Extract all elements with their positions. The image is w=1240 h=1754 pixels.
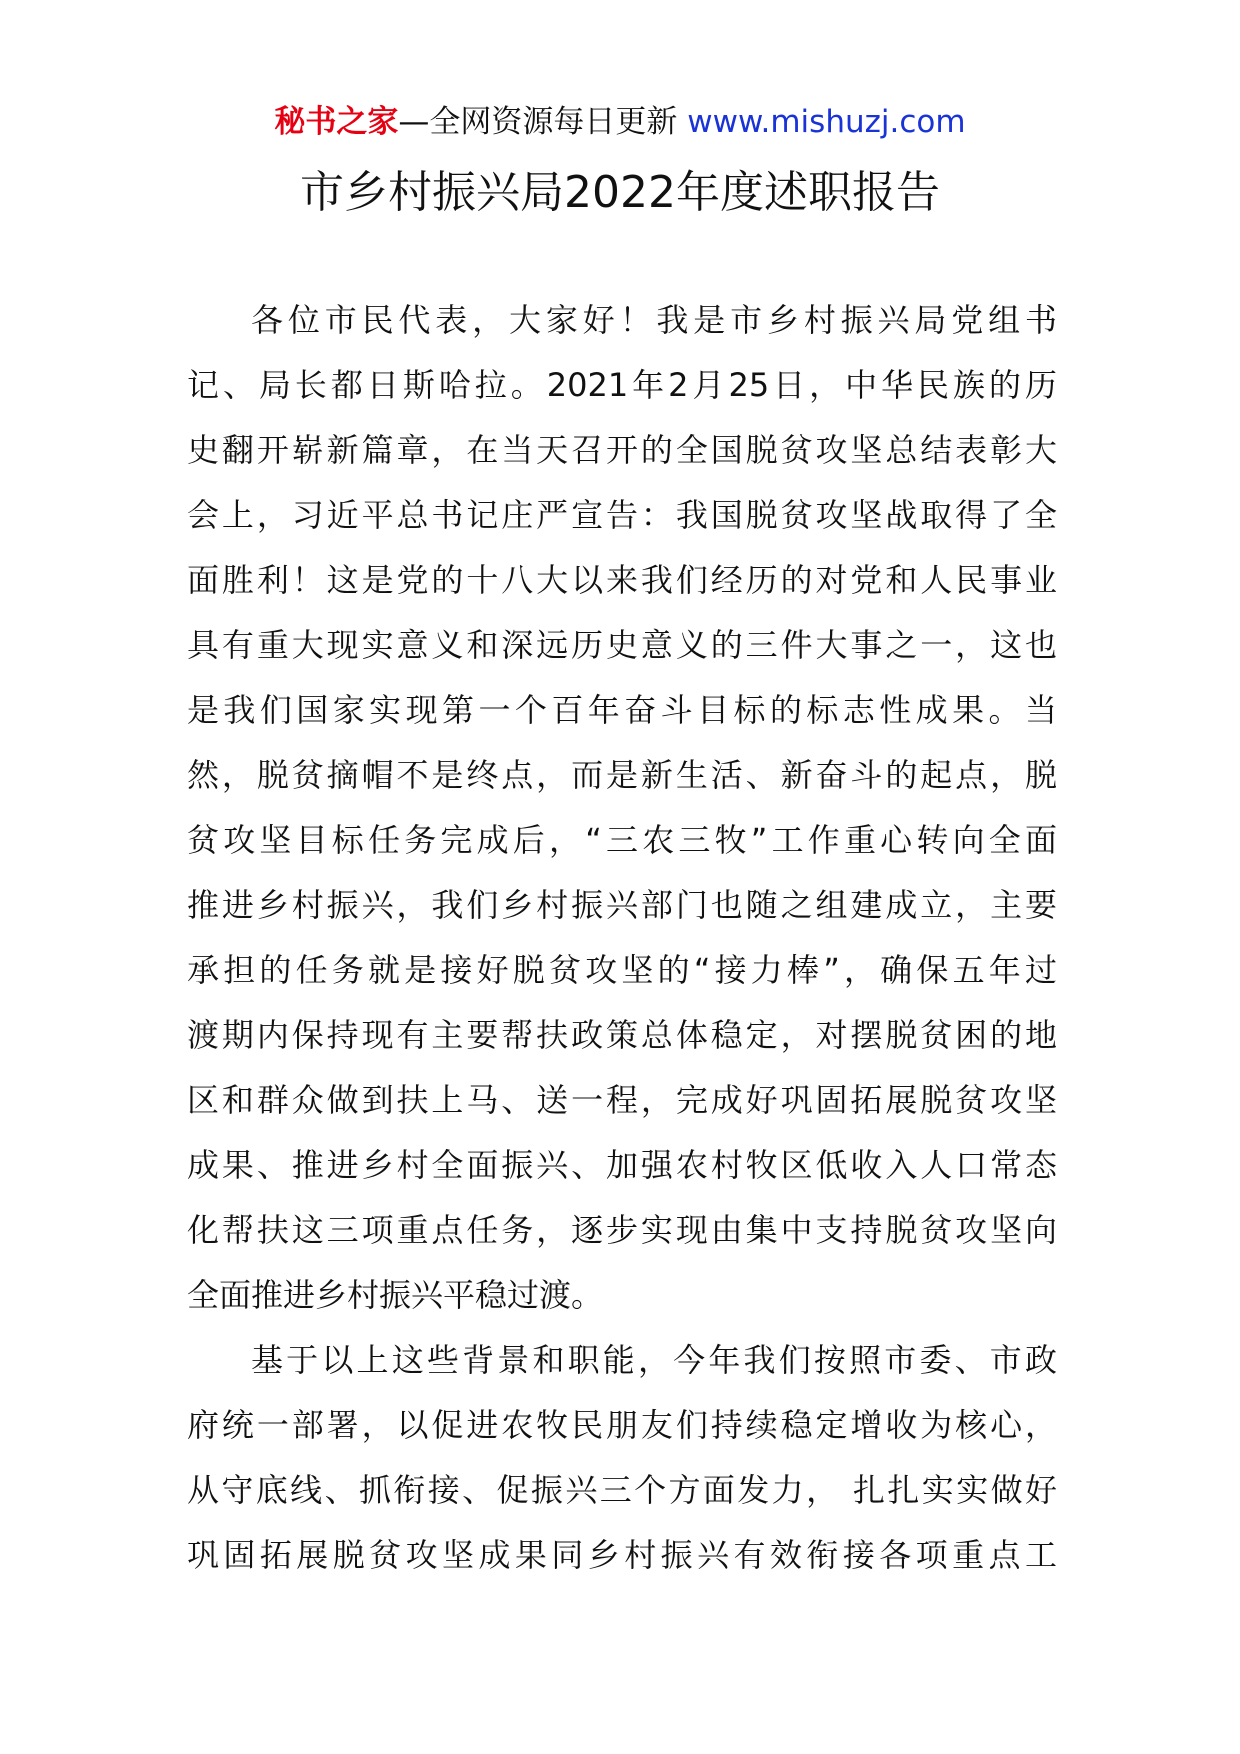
header-slogan: —全网资源每日更新 [398,104,688,140]
paragraph-1 [187,288,1057,1328]
text-line: 记、局长都日斯哈拉。2021年2月25日，中华民族的历 [187,366,1057,404]
text-line: 基于以上这些背景和职能，今年我们按照市委、市政 [251,1341,1057,1379]
text-line: 面胜利！这是党的十八大以来我们经历的对党和人民事业 [187,561,1057,599]
text-line: 具有重大现实意义和深远历史意义的三件大事之一，这也 [187,626,1057,664]
brand-name: 秘书之家 [274,104,399,140]
text-line: 从守底线、抓衔接、促振兴三个方面发力， 扎扎实实做好 [187,1471,1057,1509]
document-title: 市乡村振兴局2022年度述职报告 [300,167,940,218]
document-body [187,288,1057,1588]
paragraph-2 [187,1328,1057,1588]
text-line: 成果、推进乡村全面振兴、加强农村牧区低收入人口常态 [187,1146,1057,1184]
text-line: 区和群众做到扶上马、送一程，完成好巩固拓展脱贫攻坚 [187,1081,1057,1119]
text-line: 承担的任务就是接好脱贫攻坚的“接力棒”，确保五年过 [187,951,1057,989]
text-line: 史翻开崭新篇章，在当天召开的全国脱贫攻坚总结表彰大 [187,431,1057,469]
text-line: 化帮扶这三项重点任务，逐步实现由集中支持脱贫攻坚向 [187,1211,1057,1249]
text-line: 府统一部署，以促进农牧民朋友们持续稳定增收为核心， [187,1406,1057,1444]
text-line: 全面推进乡村振兴平稳过渡。 [187,1276,604,1314]
text-line: 推进乡村振兴，我们乡村振兴部门也随之组建成立，主要 [187,886,1057,924]
text-line: 是我们国家实现第一个百年奋斗目标的标志性成果。当 [187,691,1057,729]
text-line: 会上，习近平总书记庄严宣告：我国脱贫攻坚战取得了全 [187,496,1057,534]
site-url-link[interactable]: www.mishuzj.com [687,104,966,140]
text-line: 然，脱贫摘帽不是终点，而是新生活、新奋斗的起点，脱 [187,756,1057,794]
text-line: 贫攻坚目标任务完成后，“三农三牧”工作重心转向全面 [187,821,1057,859]
text-line: 各位市民代表，大家好！我是市乡村振兴局党组书 [251,301,1057,339]
text-line: 渡期内保持现有主要帮扶政策总体稳定，对摆脱贫困的地 [187,1016,1057,1054]
site-header [0,100,1240,144]
text-line: 巩固拓展脱贫攻坚成果同乡村振兴有效衔接各项重点工 [187,1536,1057,1574]
